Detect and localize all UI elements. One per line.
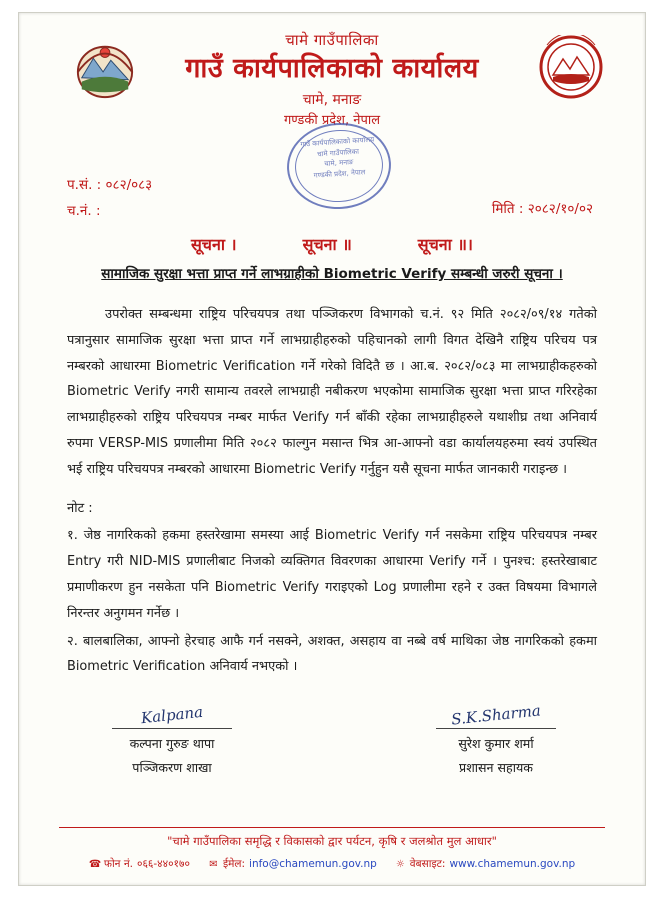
contact-website[interactable] bbox=[395, 857, 575, 871]
phone-label: फोन नं. bbox=[103, 858, 133, 870]
office-location: चामे, मनाङ bbox=[302, 91, 362, 108]
signatory-name-left: कल्पना गुरुङ थापा bbox=[129, 736, 215, 752]
notice-body bbox=[67, 302, 597, 483]
footer-divider bbox=[59, 827, 605, 828]
email-label: ईमेल: bbox=[222, 858, 246, 870]
signatory-designation-left: पञ्जिकरण शाखा bbox=[132, 759, 212, 775]
chalani-label: च.नं. bbox=[67, 202, 92, 219]
notice-title-3: सूचना ॥। bbox=[417, 235, 473, 254]
patra-sankhya: प.सं. : ०८२/०८३ bbox=[67, 177, 153, 193]
contact-phone bbox=[89, 857, 190, 871]
date-label: मिति bbox=[491, 201, 515, 217]
contact-email[interactable] bbox=[208, 857, 377, 871]
note-item-1: १. जेष्ठ नागरिकको हकमा हस्तरेखामा समस्या आई Biometric Verify गर्न नसकेमा राष्ट्रिय परिचयपत्र नम्बर Entry गरी NID-MIS प्रणालीबाट निजको व्यक्तिगत विवरणका आधारमा Verify गर्ने । पुनश्च: हस्तरेखाबाट प्रमाणीकरण हुन नसकेता पनि Biometric Verify गराइएको Log प्रणालीमा रहने र उक्त विषयमा विभागले निरन्तर अनुगमन गर्नेछ । bbox=[67, 528, 597, 621]
patra-sankhya-label: प.सं. bbox=[67, 177, 93, 193]
note-heading: नोट : bbox=[67, 500, 93, 516]
body-paragraph-1: उपरोक्त सम्बन्धमा राष्ट्रिय परिचयपत्र तथा पञ्जिकरण विभागको च.नं. ९२ मिति २०८२/०९/१४ गतेको पत्रानुसार सामाजिक सुरक्षा भत्ता प्राप्त गर्ने लाभग्राहीहरुको पहिचानको लागी विगत देखिनै राष्ट्रिय परिचय पत्र नम्बरको आधारमा Biometric Verification गर्ने गरेको विदितै छ । आ.ब. २०८२/०८३ मा लाभग्राहीकहरुको Biometric Verify नगरी सामान्य तवरले लाभग्राही नबीकरण भएकोमा सामाजिक सुरक्षा भत्ता प्राप्त गरिरहेका लाभग्राहीहरुको राष्ट्रिय परिचयपत्र नम्बर मार्फत Verify गर्न बाँकी रहेका लाभग्राहीहरुले यथाशीघ्र तथा अनिवार्य रुपमा VERSP-MIS प्रणालीमा मिति २०८२ फाल्गुन मसान्त भित्र आ-आफ्नो वडा कार्यालयहरुमा स्वयं उपस्थित भई राष्ट्रिय परिचयपत्र नम्बरको आधारमा Biometric Verify गर्नुहुन यसै सूचना मार्फत जानकारी गराइन्छ । bbox=[67, 307, 597, 477]
footer-contacts bbox=[29, 857, 635, 871]
document-date: मिति : २०८२/१०/०२ bbox=[491, 201, 593, 217]
chalani-number bbox=[67, 199, 152, 225]
chame-rural-municipality-logo-icon bbox=[539, 35, 603, 99]
handwritten-signature-left: Kalpana bbox=[140, 703, 204, 728]
reference-line bbox=[29, 173, 635, 229]
signature-right bbox=[401, 702, 591, 779]
notice-subject: सामाजिक सुरक्षा भत्ता प्राप्त गर्ने लाभग्राहीको Biometric Verify सम्बन्धी जरुरी सूचना । bbox=[101, 266, 563, 282]
phone-icon: ☎ bbox=[88, 858, 102, 870]
notice-title-row bbox=[29, 233, 635, 255]
notice-title-2: सूचना ॥ bbox=[302, 235, 352, 254]
notice-title-1: सूचना । bbox=[190, 235, 237, 254]
website-value[interactable]: www.chamemun.gov.np bbox=[449, 858, 576, 870]
nepal-government-emblem-icon bbox=[74, 39, 136, 101]
page-footer bbox=[29, 827, 635, 871]
note-list bbox=[67, 523, 597, 680]
stamp-line-1: गाउँ कार्यपालिकाको कार्यालय bbox=[300, 135, 375, 149]
chalani-value: : bbox=[95, 202, 101, 219]
signature-block bbox=[29, 702, 635, 798]
phone-value: ०६६-४४०१७० bbox=[137, 858, 190, 870]
email-value[interactable]: info@chamemun.gov.np bbox=[249, 858, 377, 870]
stamp-line-3: चामे, मनाङ bbox=[323, 157, 354, 169]
footer-slogan: "चामे गाउँपालिका समृद्धि र विकासको द्वार पर्यटन, कृषि र जलश्रोत मुल आधार" bbox=[167, 834, 497, 848]
office-province: गण्डकी प्रदेश, नेपाल bbox=[283, 112, 381, 128]
paper-sheet bbox=[18, 12, 646, 886]
patra-sankhya-value: ०८२/०८३ bbox=[105, 177, 153, 193]
note-item-2: २. बालबालिका, आफ्नो हेरचाह आफै गर्न नसक्ने, अशक्त, असहाय वा नब्बे वर्ष माथिका जेष्ठ नागरिकको हकमा Biometric Verification अनिवार्य नभएको । bbox=[67, 633, 597, 675]
org-name-top: चामे गाउँपालिका bbox=[285, 31, 379, 49]
globe-icon: ☼ bbox=[395, 858, 405, 870]
mail-icon: ✉ bbox=[209, 858, 218, 870]
stamp-line-4: गण्डकी प्रदेश, नेपाल bbox=[313, 167, 366, 180]
signature-left bbox=[77, 702, 267, 779]
signatory-name-right: सुरेश कुमार शर्मा bbox=[458, 736, 534, 752]
stamp-line-2: चामे गाउँपालिका bbox=[316, 147, 360, 158]
date-value: २०८२/१०/०२ bbox=[527, 201, 593, 217]
signatory-designation-right: प्रशासन सहायक bbox=[459, 759, 533, 775]
letterhead bbox=[29, 21, 635, 180]
office-title: गाउँ कार्यपालिकाको कार्यालय bbox=[185, 52, 479, 84]
handwritten-signature-right: S.K.Sharma bbox=[450, 701, 542, 729]
website-label: वेबसाइट: bbox=[409, 858, 446, 870]
